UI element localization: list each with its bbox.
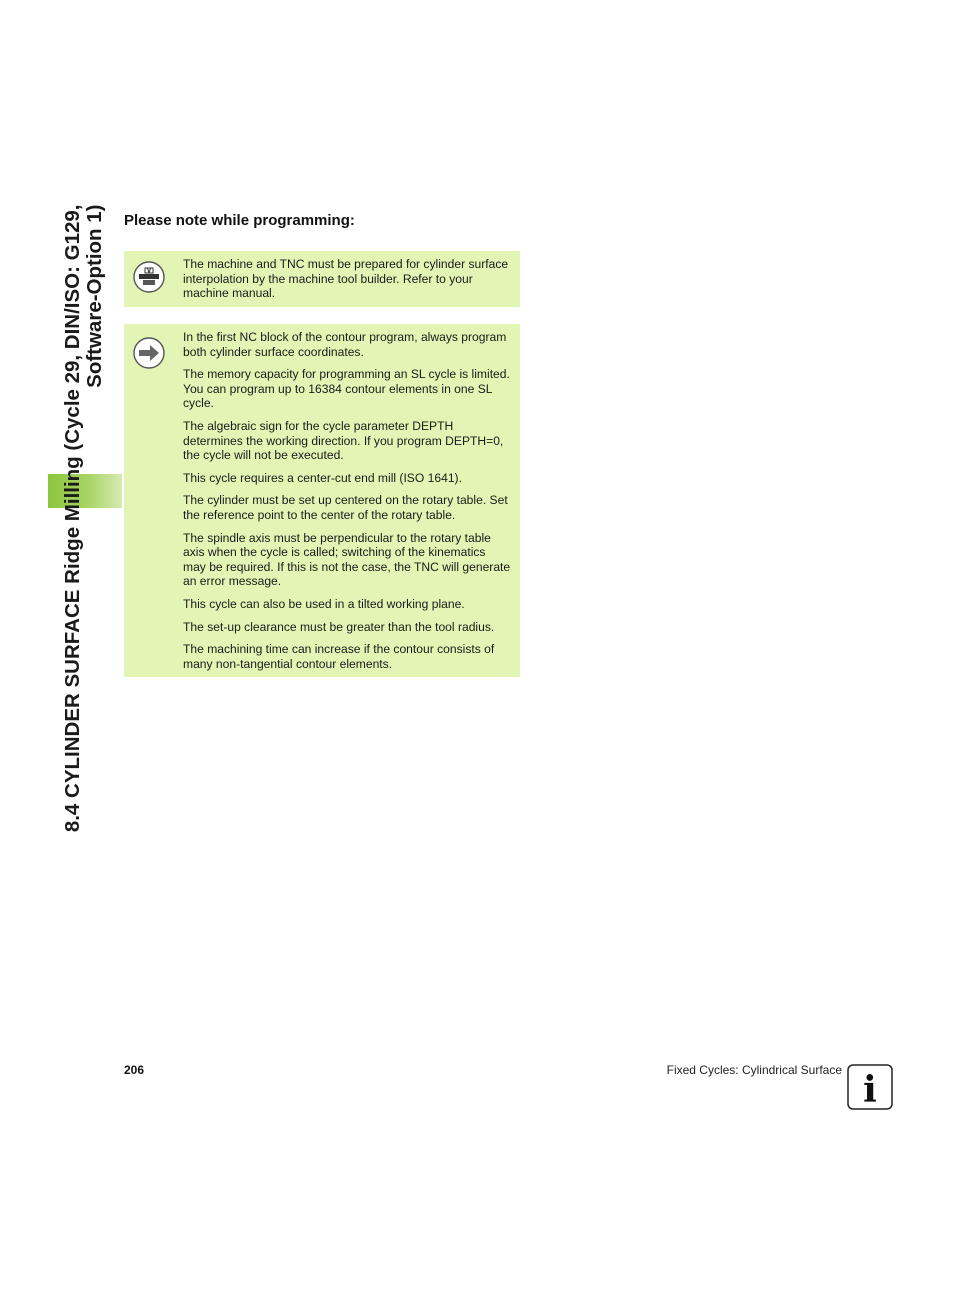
info-icon [847, 1064, 893, 1110]
page-number: 206 [124, 1063, 145, 1077]
section-heading: Please note while programming: [124, 212, 355, 229]
chapter-title-line-2: Software-Option 1) [83, 204, 106, 388]
info-glyph: i [863, 1069, 877, 1110]
svg-text:V: V [147, 268, 151, 275]
footer-chapter-title: Fixed Cycles: Cylindrical Surface [666, 1063, 842, 1077]
note-paragraph: The cylinder must be set up centered on the rotary table. Set the reference point to the center of the rotary table. [183, 493, 508, 522]
note-paragraph: In the first NC block of the contour program, always program both cylinder surface coordinates. [183, 330, 507, 359]
note-paragraph: The machine and TNC must be prepared for cylinder surface interpolation by the machine tool builder. Refer to your machine manual. [183, 257, 509, 301]
note-paragraph: The set-up clearance must be greater than the tool radius. [183, 619, 495, 634]
chapter-title-vertical [48, 205, 120, 910]
arrow-right-icon [133, 337, 165, 369]
note-paragraph: The spindle axis must be perpendicular to the rotary table axis when the cycle is called; switching of the kinematics may be required. If this is not the case, the TNC will generate an error message. [183, 530, 511, 589]
note-box-programming [124, 324, 520, 677]
chapter-title-line-1: 8.4 CYLINDER SURFACE Ridge Milling (Cycle 29, DIN/ISO: G129, [61, 204, 84, 833]
note-paragraph: This cycle requires a center-cut end mill (ISO 1641). [183, 470, 462, 485]
machine-icon [133, 261, 165, 293]
note-paragraph: The algebraic sign for the cycle parameter DEPTH determines the working direction. If you program DEPTH=0, the cycle will not be executed. [183, 418, 504, 463]
note-paragraph: The machining time can increase if the contour consists of many non-tangential contour elements. [183, 642, 495, 671]
note-box-machine [124, 251, 520, 307]
note-paragraph: The memory capacity for programming an SL cycle is limited. You can program up to 16384 contour elements in one SL cycle. [183, 367, 510, 411]
note-paragraph: This cycle can also be used in a tilted working plane. [183, 596, 465, 611]
